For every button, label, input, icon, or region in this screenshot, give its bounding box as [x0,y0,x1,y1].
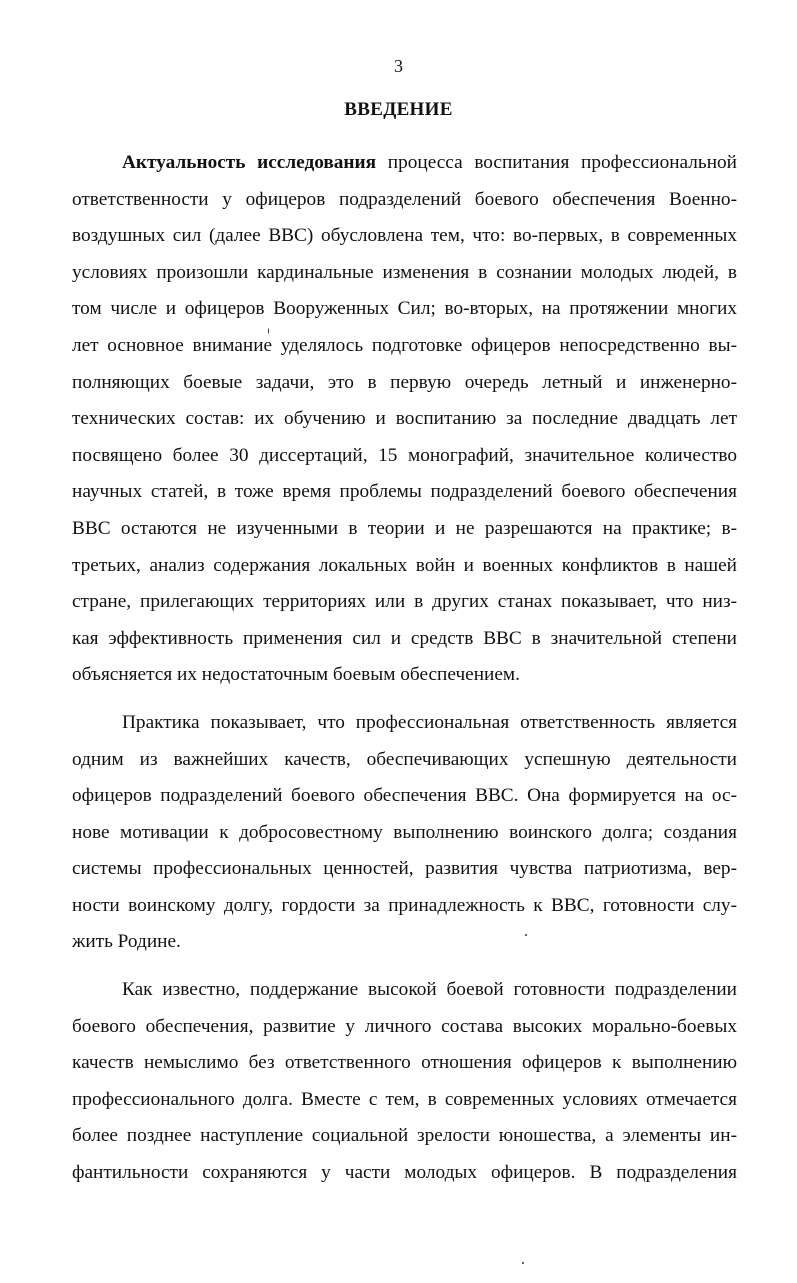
paragraph-line: нове мотивации к добросовестному выполнению воинского долга; создания [72,821,737,843]
paragraph-line: более позднее наступление социальной зрелости юношества, а элементы ин- [72,1125,737,1147]
scan-speck [522,1262,524,1264]
paragraph-line: воздушных сил (далее ВВС) обусловлена тем, что: во-первых, в современных [72,225,737,247]
scan-speck [525,934,527,936]
paragraph-line: научных статей, в тоже время проблемы подразделений боевого обеспечения [72,481,737,503]
paragraph-line: третьих, анализ содержания локальных войн и военных конфликтов в нашей [72,554,737,576]
paragraph-line: фантильности сохраняются у части молодых офицеров. В подразделения [72,1162,737,1184]
paragraph-line: профессионального долга. Вместе с тем, в современных условиях отмечается [72,1088,737,1110]
paragraph-relevance [72,145,737,694]
paragraph-line: полняющих боевые задачи, это в первую очередь летный и инженерно- [72,371,737,393]
scan-speck [268,328,269,334]
paragraph-line: ВВС остаются не изученными в теории и не разрешаются на практике; в- [72,517,737,539]
lead-phrase: Актуальность исследования [122,152,377,173]
paragraph-line: лет основное внимание уделялось подготовке офицеров непосредственно вы- [72,334,737,356]
paragraph-line: качеств немыслимо без ответственного отношения офицеров к выполнению [72,1052,737,1074]
paragraph-line: Как известно, поддержание высокой боевой готовности подразделении [122,979,737,1001]
paragraph-line: стране, прилегающих территориях или в других станах показывает, что низ- [72,591,737,613]
paragraph-line: жить Родине. [72,931,181,953]
paragraph-line: одним из важнейших качеств, обеспечивающих успешную деятельности [72,748,737,770]
paragraph-line: боевого обеспечения, развитие у личного состава высоких морально-боевых [72,1015,737,1037]
paragraph-line: том числе и офицеров Вооруженных Сил; во-вторых, на протяжении многих [72,298,737,320]
paragraph-line: системы профессиональных ценностей, развития чувства патриотизма, вер- [72,858,737,880]
paragraph-line: технических состав: их обучению и воспитанию за последние двадцать лет [72,408,737,430]
page-number: 3 [394,56,403,76]
paragraph-line: Актуальность исследования процесса воспитания профессиональной [122,152,737,173]
paragraph-line: ности воинскому долгу, гордости за принадлежность к ВВС, готовности слу- [72,894,737,916]
paragraph-line: ответственности у офицеров подразделений боевого обеспечения Военно- [72,188,737,210]
paragraph-line: офицеров подразделений боевого обеспечения ВВС. Она формируется на ос- [72,785,737,807]
paragraph-line: посвящено более 30 диссертаций, 15 монографий, значительное количество [72,444,737,466]
paragraph-line: кая эффективность применения сил и средств ВВС в значительной степени [72,627,737,649]
paragraph-line: объясняется их недостаточным боевым обеспечением. [72,664,520,686]
body-text [72,145,737,1192]
paragraph-readiness [72,972,737,1192]
paragraph-line: Практика показывает, что профессиональная ответственность является [122,711,737,733]
paragraph-line: условиях произошли кардинальные изменения в сознании молодых людей, в [72,261,737,283]
paragraph-practice [72,705,737,961]
section-heading: ВВЕДЕНИЕ [344,99,453,120]
